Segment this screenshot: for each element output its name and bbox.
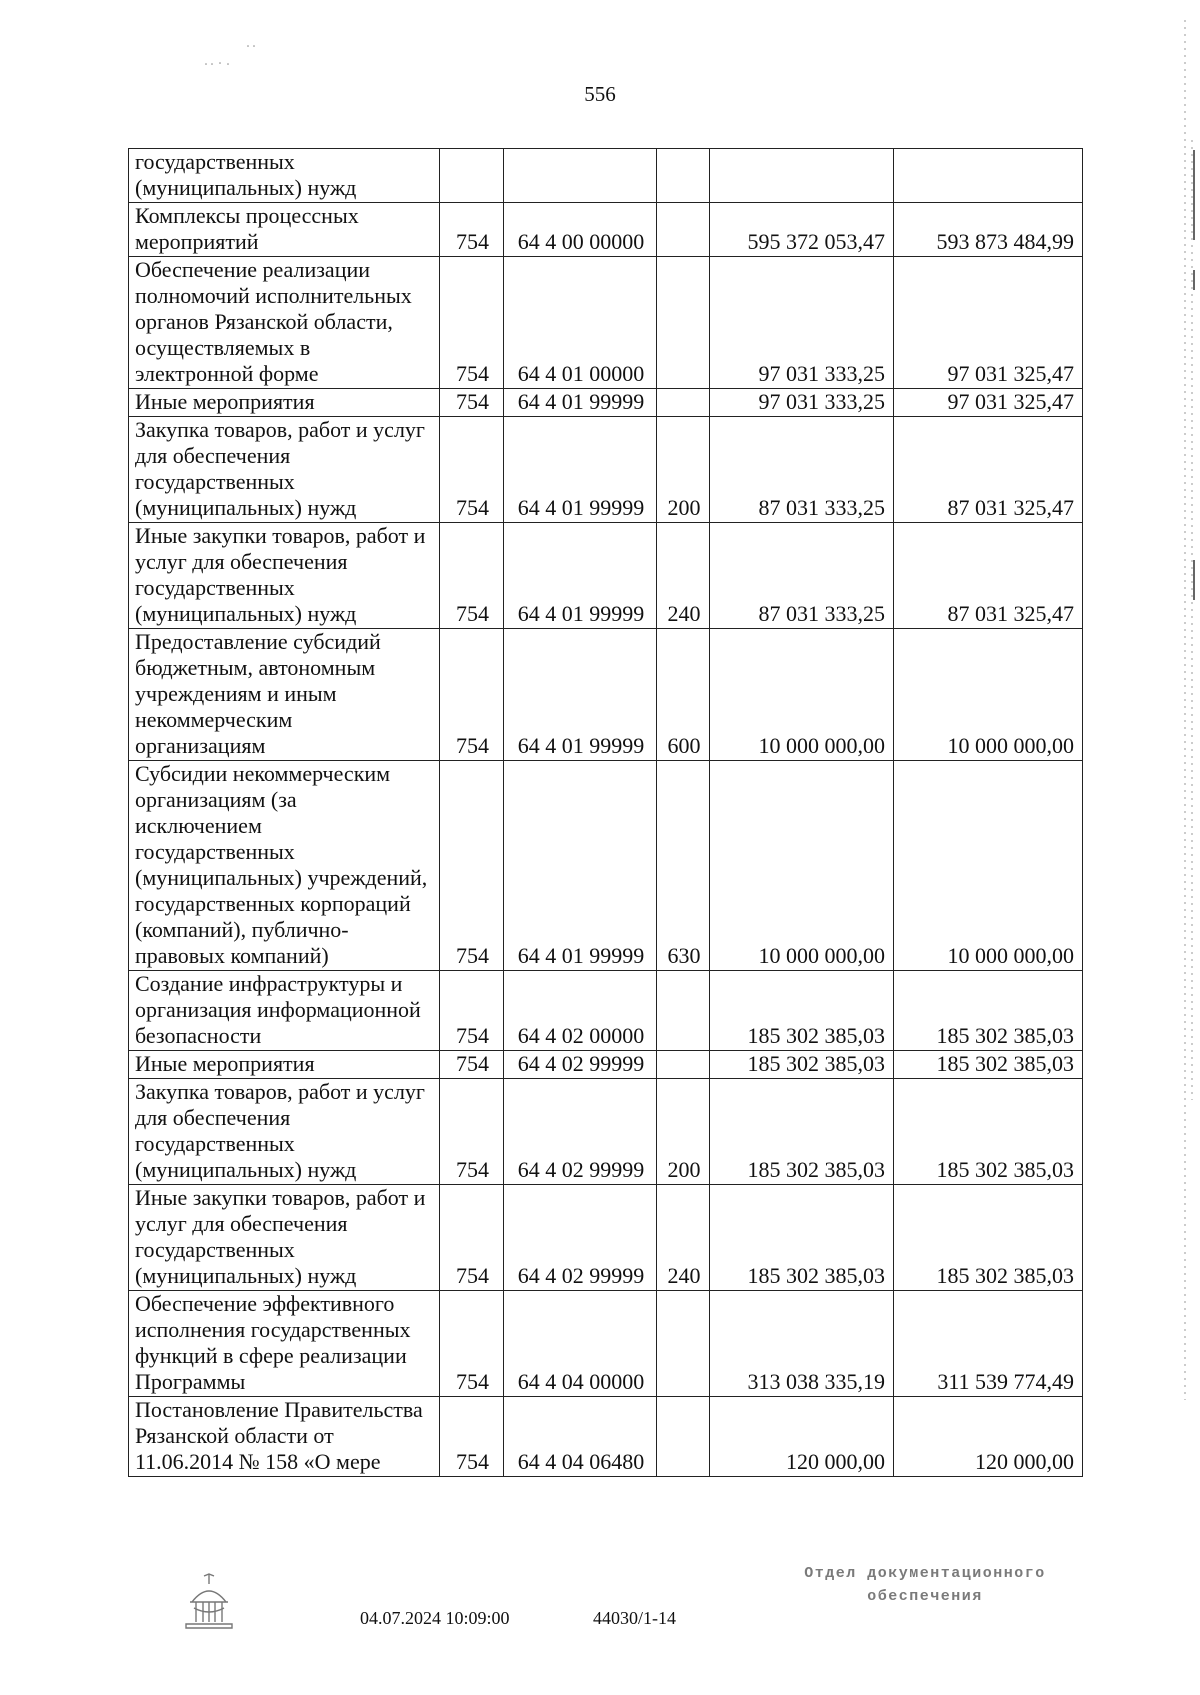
row-vr-code: 600 (657, 629, 710, 761)
row-csr-code: 64 4 01 99999 (504, 417, 657, 523)
row-amount-1: 185 302 385,03 (710, 1079, 894, 1185)
row-csr-code: 64 4 02 99999 (504, 1051, 657, 1079)
row-amount-2: 87 031 325,47 (894, 523, 1083, 629)
table-row (129, 1397, 1083, 1477)
row-amount-1: 185 302 385,03 (710, 1185, 894, 1291)
row-amount-2: 185 302 385,03 (894, 1079, 1083, 1185)
stamp-line-1: Отдел документационного (804, 1565, 1046, 1582)
row-amount-1: 120 000,00 (710, 1397, 894, 1477)
table-row (129, 257, 1083, 389)
scan-edge-marks (1180, 0, 1200, 1695)
row-vr-code (657, 389, 710, 417)
row-amount-2: 97 031 325,47 (894, 257, 1083, 389)
row-ved-code: 754 (440, 629, 504, 761)
row-amount-1: 595 372 053,47 (710, 203, 894, 257)
row-vr-code (657, 1397, 710, 1477)
row-name: Иные закупки товаров, работ и услуг для обеспечения государственных (муниципальных) нужд (129, 523, 440, 629)
row-amount-2 (894, 149, 1083, 203)
table-row (129, 1185, 1083, 1291)
row-amount-2: 10 000 000,00 (894, 761, 1083, 971)
row-vr-code (657, 971, 710, 1051)
row-ved-code (440, 149, 504, 203)
row-amount-1: 185 302 385,03 (710, 971, 894, 1051)
row-amount-2: 185 302 385,03 (894, 1185, 1083, 1291)
row-amount-2: 593 873 484,99 (894, 203, 1083, 257)
row-name: Комплексы процессных мероприятий (129, 203, 440, 257)
department-stamp (775, 1562, 1075, 1608)
row-csr-code: 64 4 00 00000 (504, 203, 657, 257)
row-vr-code: 200 (657, 1079, 710, 1185)
row-amount-1: 10 000 000,00 (710, 761, 894, 971)
stamp-line-2: обеспечения (867, 1588, 983, 1605)
row-name: Субсидии некоммерческим организациям (за исключением государственных (муниципальных) учреждений, государственных корпораций (компаний), публично- правовых компаний) (129, 761, 440, 971)
row-name: Предоставление субсидий бюджетным, автономным учреждениям и иным некоммерческим организациям (129, 629, 440, 761)
row-amount-2: 97 031 325,47 (894, 389, 1083, 417)
footer-registration-number: 44030/1-14 (593, 1608, 676, 1628)
table-body (129, 149, 1083, 1477)
row-csr-code (504, 149, 657, 203)
row-amount-1: 97 031 333,25 (710, 257, 894, 389)
row-amount-1 (710, 149, 894, 203)
row-vr-code (657, 149, 710, 203)
row-vr-code: 240 (657, 523, 710, 629)
row-ved-code: 754 (440, 1051, 504, 1079)
row-ved-code: 754 (440, 523, 504, 629)
row-amount-1: 313 038 335,19 (710, 1291, 894, 1397)
row-vr-code (657, 1051, 710, 1079)
table-row (129, 389, 1083, 417)
row-csr-code: 64 4 02 00000 (504, 971, 657, 1051)
row-vr-code: 200 (657, 417, 710, 523)
table-row (129, 417, 1083, 523)
row-name: Иные закупки товаров, работ и услуг для обеспечения государственных (муниципальных) нужд (129, 1185, 440, 1291)
table-row (129, 203, 1083, 257)
row-ved-code: 754 (440, 761, 504, 971)
row-ved-code: 754 (440, 971, 504, 1051)
scan-noise-marks (200, 40, 280, 70)
row-ved-code: 754 (440, 257, 504, 389)
row-name: Иные мероприятия (129, 389, 440, 417)
row-ved-code: 754 (440, 203, 504, 257)
row-amount-2: 311 539 774,49 (894, 1291, 1083, 1397)
row-vr-code: 240 (657, 1185, 710, 1291)
row-name: Постановление Правительства Рязанской области от 11.06.2014 № 158 «О мере (129, 1397, 440, 1477)
row-csr-code: 64 4 02 99999 (504, 1079, 657, 1185)
row-csr-code: 64 4 02 99999 (504, 1185, 657, 1291)
row-name: государственных (муниципальных) нужд (129, 149, 440, 203)
table-row (129, 1051, 1083, 1079)
regional-duma-logo-icon (180, 1572, 238, 1632)
page-number: 556 (584, 82, 616, 106)
row-name: Обеспечение эффективного исполнения государственных функций в сфере реализации Программы (129, 1291, 440, 1397)
row-csr-code: 64 4 01 00000 (504, 257, 657, 389)
row-ved-code: 754 (440, 389, 504, 417)
row-csr-code: 64 4 01 99999 (504, 629, 657, 761)
budget-table (128, 148, 1083, 1477)
row-amount-2: 185 302 385,03 (894, 1051, 1083, 1079)
footer-date: 04.07.2024 10:09:00 (360, 1608, 510, 1628)
row-ved-code: 754 (440, 1397, 504, 1477)
row-name: Закупка товаров, работ и услуг для обеспечения государственных (муниципальных) нужд (129, 1079, 440, 1185)
row-amount-1: 87 031 333,25 (710, 417, 894, 523)
row-amount-2: 120 000,00 (894, 1397, 1083, 1477)
row-name: Обеспечение реализации полномочий исполнительных органов Рязанской области, осуществляемых в электронной форме (129, 257, 440, 389)
row-amount-2: 185 302 385,03 (894, 971, 1083, 1051)
table-row (129, 629, 1083, 761)
table-row (129, 1079, 1083, 1185)
row-vr-code: 630 (657, 761, 710, 971)
row-csr-code: 64 4 01 99999 (504, 523, 657, 629)
row-amount-2: 10 000 000,00 (894, 629, 1083, 761)
row-ved-code: 754 (440, 1185, 504, 1291)
table-row (129, 149, 1083, 203)
table-row (129, 971, 1083, 1051)
row-amount-1: 87 031 333,25 (710, 523, 894, 629)
row-amount-2: 87 031 325,47 (894, 417, 1083, 523)
row-vr-code (657, 1291, 710, 1397)
row-amount-1: 97 031 333,25 (710, 389, 894, 417)
table-row (129, 761, 1083, 971)
row-csr-code: 64 4 04 00000 (504, 1291, 657, 1397)
row-amount-1: 185 302 385,03 (710, 1051, 894, 1079)
row-ved-code: 754 (440, 417, 504, 523)
row-csr-code: 64 4 04 06480 (504, 1397, 657, 1477)
row-vr-code (657, 203, 710, 257)
row-csr-code: 64 4 01 99999 (504, 761, 657, 971)
row-amount-1: 10 000 000,00 (710, 629, 894, 761)
row-vr-code (657, 257, 710, 389)
table-row (129, 1291, 1083, 1397)
row-name: Закупка товаров, работ и услуг для обеспечения государственных (муниципальных) нужд (129, 417, 440, 523)
row-ved-code: 754 (440, 1079, 504, 1185)
row-ved-code: 754 (440, 1291, 504, 1397)
row-name: Создание инфраструктуры и организация информационной безопасности (129, 971, 440, 1051)
table-row (129, 523, 1083, 629)
row-name: Иные мероприятия (129, 1051, 440, 1079)
row-csr-code: 64 4 01 99999 (504, 389, 657, 417)
